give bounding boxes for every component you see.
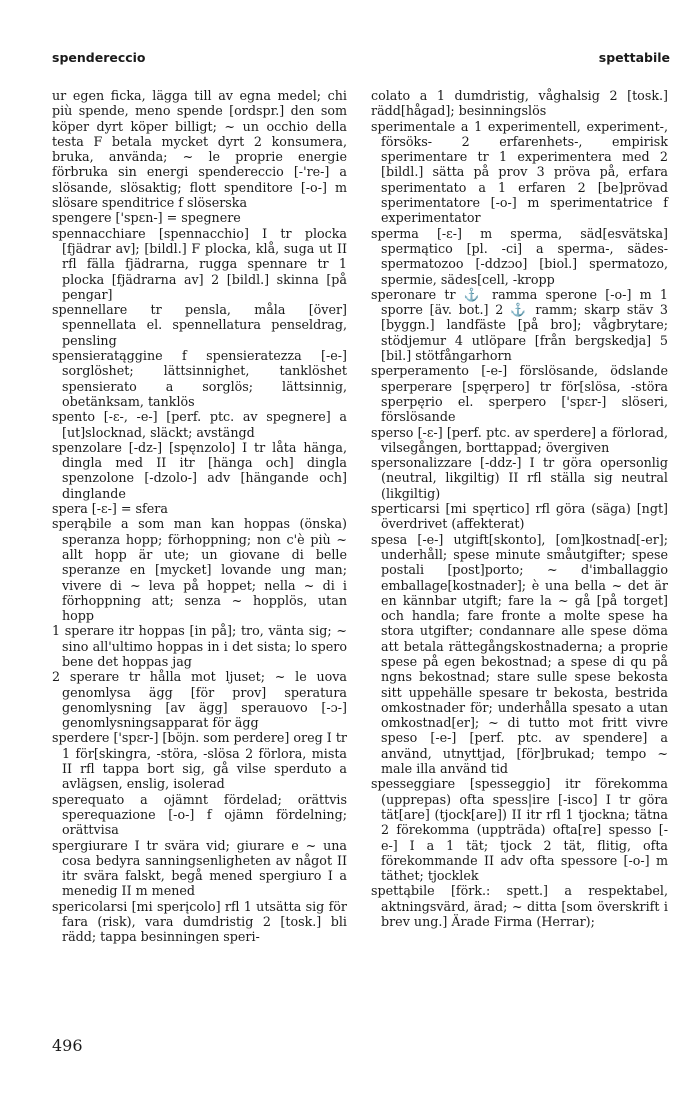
entry-paragraph: ur egen ficka, lägga till av egna medel; chi più spende, meno spende [ordspr.] den som köper dyrt köper billigt; ~ un occhio della testa F betala mycket dyrt 2 konsumera, bruka, använda; ~ le proprie energie förbruka sin energi spendereccio [-'re-] a slösande, slösaktig; flott spenditore [-o-] m slösare spenditrice f slöserska bbox=[52, 88, 347, 211]
entry-paragraph: speronare tr ⚓ ramma sperone [-o-] m 1 sporre [äv. bot.] 2 ⚓ ramm; skarp stäv 3 [byggn.] landfäste [på bro]; vågbrytare; stödjemur 4 utlöpare [från bergskedja] 5 [bil.] stötfångarhorn bbox=[371, 286, 668, 364]
left-column bbox=[52, 88, 347, 945]
entry-paragraph: sperso [-ɛ-] [perf. ptc. av sperdere] a förlorad, vilsegången, borttappad; övergiven bbox=[371, 424, 668, 455]
right-guide-word: spettabile bbox=[598, 50, 670, 65]
entry-paragraph: sperąbile a som man kan hoppas (önska) speranza hopp; förhoppning; non c'è più ~ allt hopp är ute; un giovane di belle speranze en [mycket] lovande ung man; vivere di ~ leva på hoppet; nella ~ di i förhoppning att; senza ~ hopplös, utan hopp bbox=[52, 516, 347, 624]
entry-paragraph: spesa [-e-] utgift[skonto], [om]kostnad[-er]; underhåll; spese minute småutgifter; spese postali [post]porto; ~ d'imballaggio emballage[kostnader]; è una bella ~ det är en kännbar utgift; fare la ~ gå [på torget] och handla; fare fronte a molte spese ha stora utgifter; condannare alle spese döma att betala rättegångskostnaderna; a proprie spese på egen bekostnad; a spese di qu på ngns bekostnad; stare sulle spese bekosta sitt uppehälle spesare tr bekosta, bestrida omkostnader för; underhålla spesato a utan omkostnad[er]; ~ di tutto mot fritt vivre speso [-e-] [perf. ptc. av spendere] a använd, utnyttjad, [för]brukad; tempo ~ male illa använd tid bbox=[371, 531, 668, 777]
entry-paragraph: spennacchiare [spennacchio] I tr plocka [fjädrar av]; [bildl.] F plocka, klå, suga ut II rfl fälla fjädrarna, rugga spennare tr 1 plocka [fjädrarna av] 2 [bildl.] skinna [på pengar] bbox=[52, 225, 347, 302]
entry-paragraph: sperimentale a 1 experimentell, experiment-, försöks- 2 erfarenhets-, empirisk sperimentare tr 1 experimentera med 2 [bildl.] sätta på prov 3 pröva på, erfara sperimentato a 1 erfaren 2 [be]prövad sperimentatore [-o-] m sperimentatrice f experimentator bbox=[371, 118, 668, 226]
entry-paragraph: spera [-ɛ-] = sfera bbox=[52, 501, 168, 517]
entry-paragraph: sperma [-ɛ-] m sperma, säd[esvätska] spermątico [pl. -ci] a sperma-, sädes- spermatozoo [-ddzɔo] [biol.] spermatozo, spermie, sädes[cell, -kropp bbox=[371, 225, 668, 287]
entry-paragraph: sperperamento [-e-] förslösande, ödslande sperperare [spęrpero] tr för[slösa, -störa sperpęrio el. sperpero ['spɛr-] slöseri, förslösande bbox=[371, 363, 668, 425]
entry-paragraph: spesseggiare [spesseggio] itr förekomma (upprepas) ofta spess|ire [-isco] I tr göra tät[are] (tjock[are]) II itr rfl 1 tjockna; tätna 2 förekomma (uppträda) ofta[re] spesso [-e-] I a 1 tät; tjock 2 tät, flitig, ofta förekommande II adv ofta spessore [-o-] m täthet; tjocklek bbox=[371, 776, 668, 884]
entry-paragraph: 1 sperare itr hoppas [in på]; tro, vänta sig; ~ sino all'ultimo hoppas in i det sista; lo spero bene det hoppas jag bbox=[52, 623, 347, 669]
entry-paragraph: spento [-ɛ-, -e-] [perf. ptc. av spegnere] a [ut]slocknad, släckt; avstängd bbox=[52, 409, 347, 440]
entry-paragraph: spennellare tr pensla, måla [över] spennellata el. spennellatura penseldrag, pensling bbox=[52, 302, 347, 348]
entry-paragraph: colato a 1 dumdristig, våghalsig 2 [tosk.] rädd[hågad]; besinningslös bbox=[371, 88, 668, 119]
entry-paragraph: spettąbile [förk.: spett.] a respektabel, aktningsvärd, ärad; ~ ditta [som överskrift i brev ung.] Ärade Firma (Herrar); bbox=[371, 883, 668, 930]
entry-paragraph: sperdere ['spɛr-] [böjn. som perdere] oreg I tr 1 för[skingra, -störa, -slösa 2 förlora, mista II rfl tappa bort sig, gå vilse sperduto a avlägsen, enslig, isolerad bbox=[52, 730, 347, 792]
entry-paragraph: spergiurare I tr svära vid; giurare e ~ una cosa bedyra sanningsenligheten av något II itr svära falskt, begå mened spergiuro I a menedig II m mened bbox=[52, 837, 347, 899]
left-guide-word: spendereccio bbox=[52, 50, 146, 65]
right-column bbox=[371, 88, 668, 929]
page-number: 496 bbox=[52, 1036, 83, 1055]
entry-paragraph: spenzolare [-dz-] [spęnzolo] I tr låta hänga, dingla med II itr [hänga och] dingla spenzolone [-dzolo-] adv [hängande och] dinglande bbox=[52, 439, 347, 501]
entry-paragraph: sperequato a ojämnt fördelad; orättvis sperequazione [-o-] f ojämn fördelning; orättvisa bbox=[52, 791, 347, 838]
entry-paragraph: spersonalizzare [-ddz-] I tr göra opersonlig (neutral, likgiltig) II rfl ställa sig neutral (likgiltig) bbox=[371, 455, 668, 501]
entry-paragraph: sperticarsi [mi spęrtico] rfl göra (säga) [ngt] överdrivet (affekterat) bbox=[371, 501, 668, 532]
entry-paragraph: 2 sperare tr hålla mot ljuset; ~ le uova genomlysa ägg [för prov] speratura genomlysning [av ägg] sperauovo [-ɔ-] genomlysningsapparat för ägg bbox=[52, 669, 347, 731]
entry-paragraph: spericolarsi [mi sperįcolo] rfl 1 utsätta sig för fara (risk), vara dumdristig 2 [tosk.] bli rädd; tappa besinningen speri- bbox=[52, 898, 347, 945]
entry-paragraph: spengere ['spɛn-] = spegnere bbox=[52, 210, 241, 226]
entry-paragraph: spensieratąggine f spensieratezza [-e-] sorglöshet; lättsinnighet, tanklöshet spensierato a sorglös; lättsinnig, obetänksam, tanklös bbox=[52, 348, 347, 409]
